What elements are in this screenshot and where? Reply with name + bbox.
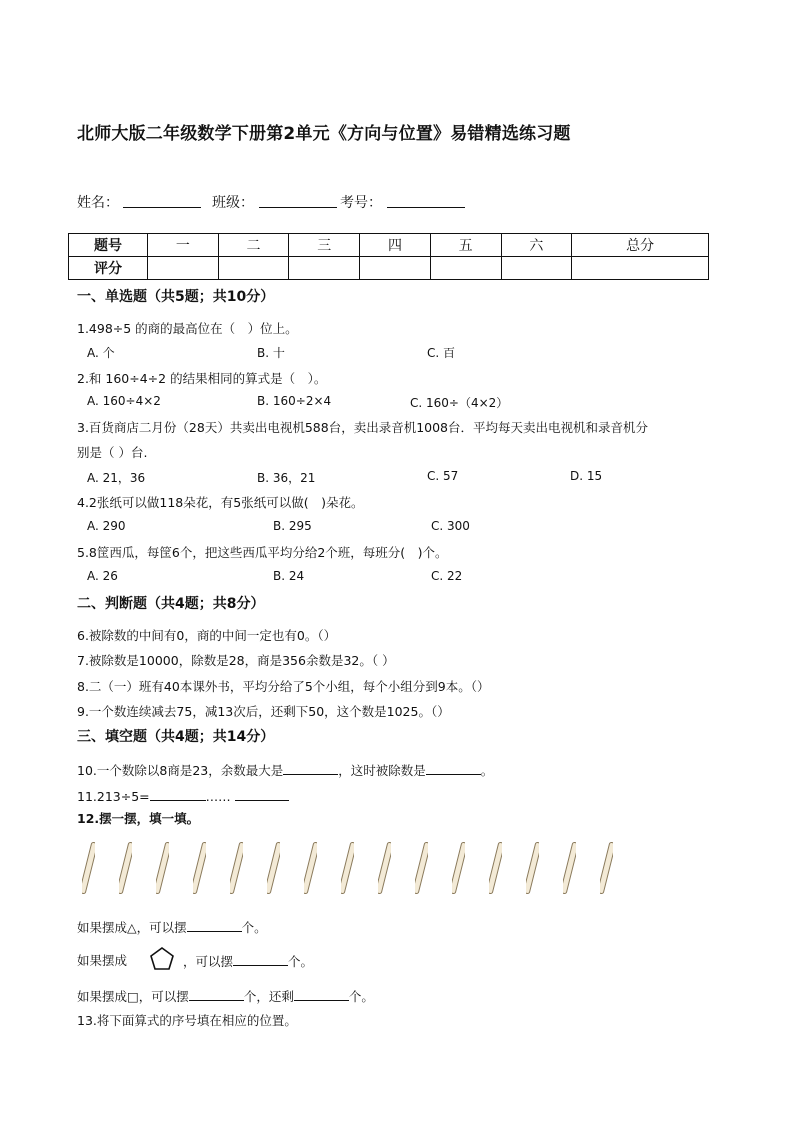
pentagon-icon <box>148 945 176 973</box>
name-label: 姓名： <box>77 195 119 211</box>
question-9: 9.一个数连续减去75，减13次后，还剩下50，这个数是1025。（） <box>77 704 450 719</box>
q11-text-1: 11.213÷5= <box>77 789 150 804</box>
q12-triangle-blank[interactable] <box>187 917 242 932</box>
q12-pentagon-line-end <box>183 951 313 970</box>
question-8: 8.二（一）班有40本课外书，平均分给了5个小组，每个小组分到9本。（） <box>77 679 490 694</box>
header-cell: 题号 <box>69 234 148 257</box>
stick-13 <box>526 840 539 896</box>
header-cell: 三 <box>289 234 360 257</box>
question-4: 4.2张纸可以做118朵花，有5张纸可以做( )朵花。 <box>77 495 364 510</box>
name-blank[interactable] <box>123 193 201 208</box>
question-1: 1.498÷5 的商的最高位在（ ）位上。 <box>77 321 298 336</box>
q3-option-b[interactable]: B. 36，21 <box>257 471 316 485</box>
class-label: 班级： <box>212 195 254 211</box>
stick-12 <box>489 840 502 896</box>
stick-3 <box>156 840 169 896</box>
q1-option-c[interactable]: C. 百 <box>427 346 456 360</box>
score-cell[interactable] <box>501 257 572 280</box>
q5-option-a[interactable]: A. 26 <box>87 569 118 583</box>
stick-8 <box>341 840 354 896</box>
q12-line1-text-2: 个。 <box>241 920 267 935</box>
header-cell: 一 <box>148 234 219 257</box>
stick-10 <box>415 840 428 896</box>
q11-blank-1[interactable] <box>150 786 206 801</box>
stick-6 <box>267 840 280 896</box>
q4-option-c[interactable]: C. 300 <box>431 519 470 533</box>
question-6: 6.被除数的中间有0，商的中间一定也有0。（） <box>77 628 337 643</box>
q10-text-1: 10.一个数除以8商是23，余数最大是 <box>77 763 284 778</box>
q5-option-c[interactable]: C. 22 <box>431 569 463 583</box>
score-cell[interactable] <box>572 257 709 280</box>
q12-triangle-line <box>77 917 267 936</box>
exam-no-label: 考号： <box>340 195 382 211</box>
stick-1 <box>82 840 95 896</box>
score-row-label: 评分 <box>69 257 148 280</box>
section-heading-2: 二、判断题（共4题；共8分） <box>77 596 265 612</box>
q12-square-line <box>77 986 374 1005</box>
stick-9 <box>378 840 391 896</box>
q12-line2-text-2: ，可以摆 <box>183 954 234 969</box>
stick-2 <box>119 840 132 896</box>
q2-option-a[interactable]: A. 160÷4×2 <box>87 394 161 408</box>
score-table-header-row <box>69 234 709 257</box>
question-5: 5.8筐西瓜，每筐6个，把这些西瓜平均分给2个班，每班分( )个。 <box>77 545 448 560</box>
question-13: 13.将下面算式的序号填在相应的位置。 <box>77 1013 297 1028</box>
q3-option-a[interactable]: A. 21，36 <box>87 471 146 485</box>
stick-5 <box>230 840 243 896</box>
q1-option-a[interactable]: A. 个 <box>87 346 115 360</box>
score-table <box>68 233 709 280</box>
question-2: 2.和 160÷4÷2 的结果相同的算式是（ ）。 <box>77 371 327 386</box>
q12-line3-text-1: 如果摆成□，可以摆 <box>77 989 189 1004</box>
section-heading-1: 一、单选题（共5题；共10分） <box>77 289 275 305</box>
stick-14 <box>563 840 576 896</box>
class-blank[interactable] <box>259 193 337 208</box>
q12-line1-text-1: 如果摆成△，可以摆 <box>77 920 187 935</box>
header-cell: 二 <box>218 234 289 257</box>
q10-text-3: 。 <box>480 763 494 778</box>
score-cell[interactable] <box>360 257 431 280</box>
question-11 <box>77 786 289 804</box>
score-cell[interactable] <box>430 257 501 280</box>
q11-blank-2[interactable] <box>235 786 289 801</box>
q2-option-c[interactable]: C. 160÷（4×2） <box>410 396 509 410</box>
q10-blank-1[interactable] <box>283 760 338 775</box>
q11-ellipsis: …… <box>205 789 231 804</box>
q12-pentagon-blank[interactable] <box>233 951 288 966</box>
question-12-title: 12.摆一摆，填一填。 <box>77 811 200 826</box>
q3-option-c[interactable]: C. 57 <box>427 469 459 483</box>
q12-line2-text-3: 个。 <box>288 954 314 969</box>
question-7: 7.被除数是10000，除数是28，商是356余数是32。（ ） <box>77 653 395 668</box>
exam-no-blank[interactable] <box>387 193 465 208</box>
q12-square-blank-1[interactable] <box>189 986 244 1001</box>
q1-option-b[interactable]: B. 十 <box>257 346 285 360</box>
header-cell: 五 <box>430 234 501 257</box>
score-cell[interactable] <box>218 257 289 280</box>
score-cell[interactable] <box>289 257 360 280</box>
stick-15 <box>600 840 613 896</box>
question-10 <box>77 760 493 779</box>
q4-option-a[interactable]: A. 290 <box>87 519 126 533</box>
q3-option-d[interactable]: D. 15 <box>570 469 603 483</box>
header-cell: 总分 <box>572 234 709 257</box>
stick-7 <box>304 840 317 896</box>
q12-line3-text-2: 个，还剩 <box>243 989 294 1004</box>
section-heading-3: 三、填空题（共4题；共14分） <box>77 729 275 745</box>
header-cell: 四 <box>360 234 431 257</box>
q12-square-blank-2[interactable] <box>294 986 349 1001</box>
q10-blank-2[interactable] <box>426 760 481 775</box>
question-3-line-1: 3.百货商店二月份（28天）共卖出电视机588台，卖出录音机1008台．平均每天卖出电视机和录音机分 <box>77 420 649 435</box>
header-cell: 六 <box>501 234 572 257</box>
q4-option-b[interactable]: B. 295 <box>273 519 312 533</box>
score-cell[interactable] <box>148 257 219 280</box>
page-title: 北师大版二年级数学下册第2单元《方向与位置》易错精选练习题 <box>77 124 571 144</box>
q10-text-2: ，这时被除数是 <box>338 763 426 778</box>
q2-option-b[interactable]: B. 160÷2×4 <box>257 394 332 408</box>
question-3-line-2: 别是（ ）台. <box>77 445 148 460</box>
stick-4 <box>193 840 206 896</box>
q5-option-b[interactable]: B. 24 <box>273 569 305 583</box>
stick-11 <box>452 840 465 896</box>
q12-line3-text-3: 个。 <box>348 989 374 1004</box>
q12-pentagon-line-start: 如果摆成 <box>77 953 128 968</box>
score-table-score-row <box>69 257 709 280</box>
